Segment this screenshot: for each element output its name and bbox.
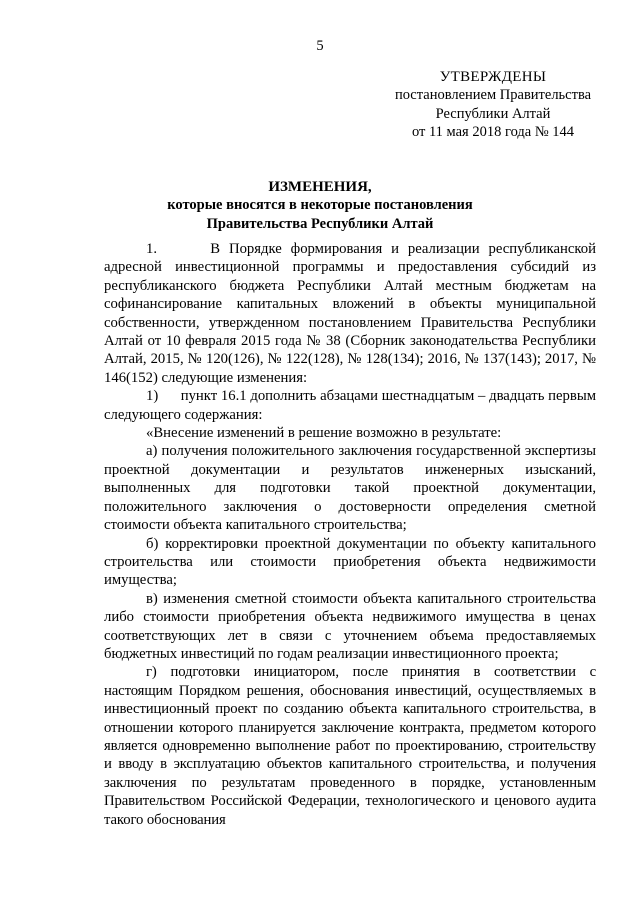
paragraph-7: г) подготовки инициатором, после принятия в соответствии с настоящим Порядком решения, обоснования инвестиций, осуществляемых в инвестиционный проект по созданию объекта капитального строительства, в отношении которого планируется заключение контракта, предметом которого является одновременно выполнение работ по проектированию, строительству и вводу в эксплуатацию объектов капитального строительства, и получения заключения по результатам проведенного в порядке, установленным Правительством Российской Федерации, технологического и ценового аудита такого обоснования xyxy=(104,664,596,828)
approval-stamp xyxy=(388,68,598,142)
paragraph-6: в) изменения сметной стоимости объекта капитального строительства либо стоимости приобретения объекта недвижимого имущества в ценах соответствующих лет в связи с уточнением объема предоставляемых бюджетных инвестиций по годам реализации инвестиционного проекта; xyxy=(104,590,596,662)
paragraph-4: а) получения положительного заключения государственной экспертизы проектной документации и результатов инженерных изысканий, выполненных для подготовки такой проектной документации, положительного заключения о достоверности определения сметной стоимости объекта капитального строительства; xyxy=(104,443,596,534)
paragraph-1: 1. В Порядке формирования и реализации республиканской адресной инвестиционной программы и предоставления субсидий из республиканского бюджета Республики Алтай местным бюджетам на софинансирование капитальных вложений в объекты муниципальной собственности, утвержденном постановлением Правительства Республики Алтай от 10 февраля 2015 года № 38 (Сборник законодательства Республики Алтай, 2015, № 120(126), № 122(128), № 128(134); 2016, № 137(143); 2017, № 146(152) следующие изменения: xyxy=(104,241,596,386)
approval-line-date: от 11 мая 2018 года № 144 xyxy=(411,124,575,141)
paragraph-3: «Внесение изменений в решение возможно в результате: xyxy=(146,425,502,442)
paragraph-5: б) корректировки проектной документации по объекту капитального строительства или стоимости приобретения объекта недвижимости имущества; xyxy=(104,535,596,589)
heading-title: ИЗМЕНЕНИЯ, xyxy=(268,179,372,195)
paragraph-2: 1) пункт 16.1 дополнить абзацами шестнадцатым – двадцать первым следующего содержания: xyxy=(104,388,596,423)
approval-line-issuer: постановлением Правительства xyxy=(394,87,592,104)
heading-subtitle-2: Правительства Республики Алтай xyxy=(206,215,434,232)
approval-line-republic: Республики Алтай xyxy=(435,105,551,122)
document-body xyxy=(104,240,596,829)
heading-subtitle: которые вносятся в некоторые постановления xyxy=(167,197,473,214)
document-heading xyxy=(100,178,540,233)
approval-title: УТВЕРЖДЕНЫ xyxy=(439,69,547,85)
page-number: 5 xyxy=(316,38,324,54)
